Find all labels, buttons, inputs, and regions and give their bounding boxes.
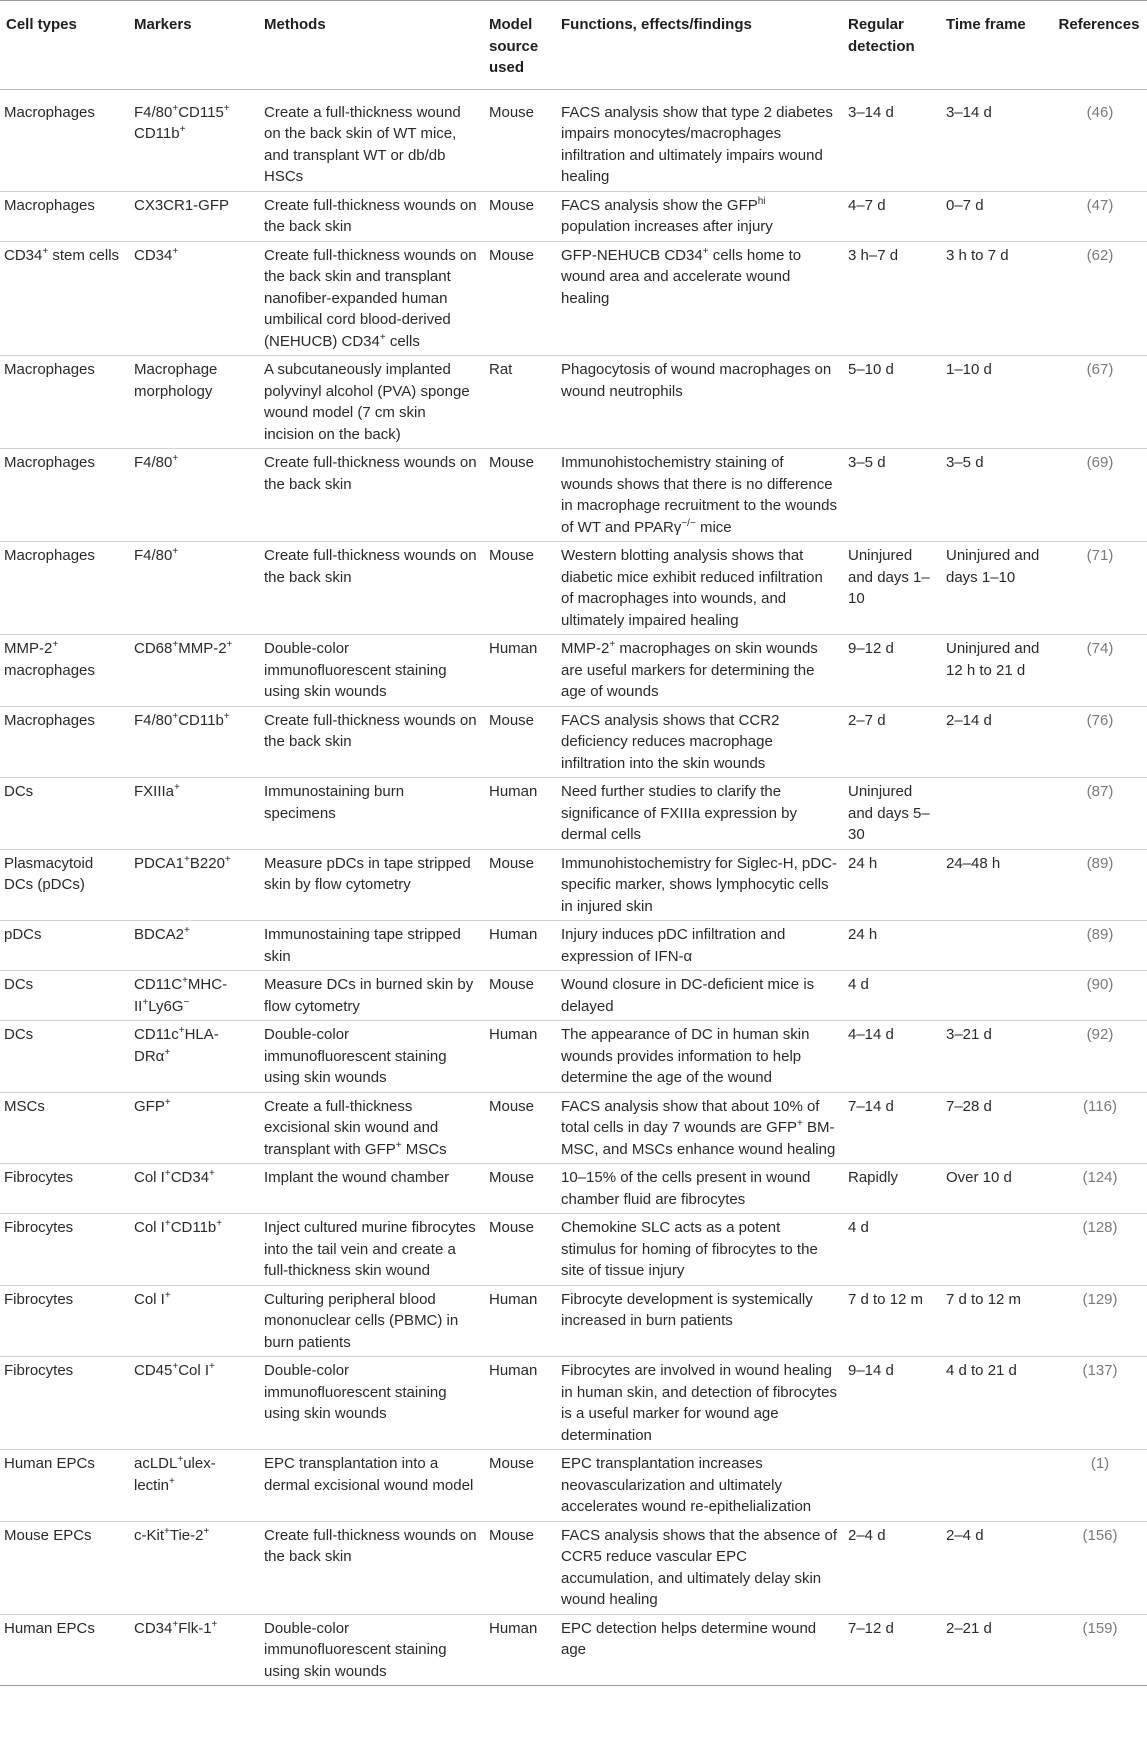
cell-markers: CD45+Col I+	[134, 1361, 215, 1379]
cell-time-frame: 3–14 d	[946, 103, 992, 121]
cell-findings: MMP-2+ macrophages on skin wounds are useful markers for determining the age of wounds	[561, 639, 818, 700]
cell-model-source: Mouse	[489, 1097, 535, 1115]
cell-methods: Create full-thickness wounds on the back skin and transplant nanofiber-expanded human umbilical cord blood-derived (NEHUCB) CD34+ cells	[264, 246, 477, 350]
cell-cell-type: DCs	[4, 976, 34, 993]
cell-time-frame: 3 h to 7 d	[946, 246, 1009, 264]
cell-model-source: Mouse	[489, 246, 535, 264]
cell-cell-type: Fibrocytes	[4, 1362, 74, 1379]
table-row	[0, 971, 1147, 1021]
table-body	[0, 89, 1147, 1686]
cell-regular-detection: 4 d	[848, 976, 869, 993]
cell-time-frame: Over 10 d	[946, 1169, 1012, 1186]
header-regular-detection: Regular detection	[848, 16, 915, 55]
cell-time-frame: 2–4 d	[946, 1526, 984, 1544]
cell-markers: Macrophage morphology	[134, 361, 218, 400]
cell-markers: CD11C+MHC-II+Ly6G−	[134, 975, 228, 1015]
cell-time-frame: 4 d to 21 d	[946, 1362, 1017, 1379]
table-row	[0, 89, 1147, 191]
header-functions: Functions, effects/findings	[561, 16, 752, 33]
cell-findings: EPC detection helps determine wound age	[561, 1619, 817, 1658]
cell-cell-type: MMP-2+ macrophages	[4, 639, 95, 679]
cell-methods: Create full-thickness wounds on the back skin	[264, 547, 477, 586]
cell-reference: (137)	[1082, 1362, 1118, 1379]
cell-reference: (76)	[1086, 711, 1114, 729]
cell-reference: (116)	[1083, 1097, 1117, 1115]
cell-regular-detection: Rapidly	[848, 1169, 899, 1186]
cell-methods: Create full-thickness wounds on the back skin	[264, 196, 477, 235]
cell-findings: Western blotting analysis shows that diabetic mice exhibit reduced infiltration of macrophages into wounds, and ultimately impaired healing	[561, 547, 823, 629]
cell-time-frame: 7–28 d	[946, 1097, 992, 1115]
cell-cell-type: Fibrocytes	[4, 1290, 74, 1308]
cell-findings: FACS analysis show that type 2 diabetes impairs monocytes/macrophages infiltration and ultimately impairs wound healing	[561, 103, 833, 185]
cell-model-source: Human	[489, 1290, 538, 1308]
cell-regular-detection	[842, 1450, 940, 1522]
cell-methods: Double-color immunofluorescent staining using skin wounds	[264, 640, 447, 700]
cell-methods: Culturing peripheral blood mononuclear cells (PBMC) in burn patients	[264, 1290, 459, 1351]
cell-model-source: Mouse	[489, 454, 535, 471]
cell-regular-detection: 7 d to 12 m	[848, 1290, 924, 1308]
cell-markers: CD34+	[134, 245, 179, 264]
cell-model-source: Mouse	[489, 1219, 535, 1236]
cell-cell-type: Macrophages	[4, 103, 95, 121]
table-row	[0, 542, 1147, 635]
cell-markers: F4/80+	[134, 453, 179, 471]
cell-model-source: Mouse	[489, 547, 535, 564]
cell-markers: CD11c+HLA-DRα+	[134, 1025, 219, 1065]
cell-regular-detection: 5–10 d	[848, 361, 894, 378]
cell-methods: Implant the wound chamber	[264, 1169, 450, 1186]
cell-regular-detection: 9–14 d	[848, 1362, 894, 1379]
table-row	[0, 1521, 1147, 1614]
cell-regular-detection: 2–7 d	[848, 711, 886, 729]
cell-findings: Fibrocytes are involved in wound healing in human skin, and detection of fibrocytes is a useful marker for wound age determination	[561, 1362, 837, 1444]
table-row	[0, 1164, 1147, 1214]
cell-time-frame: 0–7 d	[946, 196, 984, 214]
cell-cell-type: CD34+ stem cells	[4, 245, 120, 264]
cell-time-frame: 3–5 d	[946, 454, 984, 471]
cell-model-source: Mouse	[489, 1169, 535, 1186]
cell-methods: Create a full-thickness wound on the back skin of WT mice, and transplant WT or db/db HSCs	[264, 103, 461, 185]
cell-time-frame	[940, 778, 1051, 850]
cell-reference: (1)	[1090, 1455, 1110, 1472]
cell-markers: GFP+	[134, 1096, 171, 1115]
cell-time-frame: 7 d to 12 m	[946, 1290, 1022, 1308]
table-row	[0, 241, 1147, 356]
cell-findings: Injury induces pDC infiltration and expression of IFN-α	[561, 926, 786, 965]
header-time-frame: Time frame	[946, 16, 1026, 33]
cell-methods: Inject cultured murine fibrocytes into the tail vein and create a full-thickness skin wound	[264, 1219, 476, 1279]
cell-time-frame: Uninjured and 12 h to 21 d	[946, 640, 1040, 679]
cell-findings: Chemokine SLC acts as a potent stimulus for homing of fibrocytes to the site of tissue injury	[561, 1219, 818, 1279]
cell-model-source: Human	[489, 783, 538, 800]
cell-model-source: Mouse	[489, 103, 535, 121]
cell-time-frame: 2–14 d	[946, 711, 992, 729]
cell-model-source: Mouse	[489, 976, 535, 993]
cell-time-frame	[940, 921, 1051, 971]
table-row	[0, 1214, 1147, 1286]
cell-findings: Fibrocyte development is systemically increased in burn patients	[561, 1290, 813, 1329]
cell-findings: FACS analysis show the $GFP^{hi}$ population increases after injury	[561, 195, 773, 235]
cell-methods: Double-color immunofluorescent staining using skin wounds	[264, 1362, 447, 1422]
cell-model-source: Human	[489, 1619, 538, 1637]
cell-markers: Col I+	[134, 1289, 171, 1308]
cell-findings: GFP-NEHUCB CD34+ cells home to wound area and accelerate wound healing	[561, 245, 802, 307]
cell-markers: Col I+CD34+	[134, 1168, 215, 1186]
cell-model-source: Mouse	[489, 711, 535, 729]
table-row	[0, 356, 1147, 449]
cell-findings: Immunohistochemistry for Siglec-H, pDC-specific marker, shows lymphocytic cells in injured skin	[561, 854, 837, 915]
cell-markers: FXIIIa+	[134, 782, 180, 800]
cell-methods: Measure pDCs in tape stripped skin by flow cytometry	[264, 854, 471, 893]
cell-methods: Create full-thickness wounds on the back skin	[264, 711, 477, 750]
cell-findings: The appearance of DC in human skin wounds provides information to help determine the age of the wound	[561, 1026, 810, 1086]
cell-time-frame: 3–21 d	[946, 1026, 992, 1043]
cell-reference: (46)	[1086, 103, 1114, 121]
cell-markers: F4/80+	[134, 546, 179, 564]
cell-regular-detection: 4–7 d	[848, 196, 886, 214]
table-row	[0, 849, 1147, 921]
cell-model-source: Mouse	[489, 1526, 535, 1544]
cell-time-frame: 24–48 h	[946, 854, 1001, 872]
cell-model-source: Human	[489, 1026, 538, 1043]
cell-regular-detection: 3–5 d	[848, 454, 886, 471]
cell-methods: Create full-thickness wounds on the back skin	[264, 1526, 477, 1565]
cell-markers: CD34+Flk-1+	[134, 1618, 218, 1637]
cell-regular-detection: Uninjured and days 1–10	[848, 547, 930, 607]
header-references: References	[1058, 16, 1140, 33]
cell-regular-detection: 4–14 d	[848, 1026, 894, 1043]
cell-findings: 10–15% of the cells present in wound chamber fluid are fibrocytes	[561, 1169, 811, 1208]
table-row	[0, 1285, 1147, 1357]
table-row	[0, 1021, 1147, 1093]
cell-regular-detection: 2–4 d	[848, 1526, 886, 1544]
table-row	[0, 1450, 1147, 1522]
table-row	[0, 706, 1147, 778]
cell-findings: FACS analysis show that about 10% of total cells in day 7 wounds are GFP+ BM-MSC, and MSCs enhance wound healing	[561, 1097, 836, 1158]
cell-findings: FACS analysis shows that CCR2 deficiency reduces macrophage infiltration into the skin wounds	[561, 711, 780, 772]
table-row	[0, 778, 1147, 850]
cell-findings: Phagocytosis of wound macrophages on wound neutrophils	[561, 361, 832, 400]
cell-model-source: Mouse	[489, 196, 535, 214]
cell-markers: CD68+MMP-2+	[134, 639, 233, 657]
cell-reference: (62)	[1086, 246, 1114, 264]
cell-methods: Measure DCs in burned skin by flow cytometry	[264, 976, 474, 1015]
cell-cell-type: Fibrocytes	[4, 1219, 74, 1236]
cell-findings: Immunohistochemistry staining of wounds shows that there is no difference in macrophage recruitment to the wounds of WT and PPARγ−/− mice	[561, 454, 837, 536]
cell-reference: (159)	[1082, 1619, 1118, 1637]
cell-time-frame	[940, 971, 1051, 1021]
cell-markers: F4/80+CD11b+	[134, 710, 230, 729]
cell-regular-detection: Uninjured and days 5–30	[848, 783, 930, 843]
cell-markers: PDCA1+B220+	[134, 853, 231, 872]
cell-reference: (87)	[1086, 783, 1114, 800]
cell-cell-type: Mouse EPCs	[4, 1526, 92, 1544]
cell-regular-detection: 24 h	[848, 926, 878, 943]
cell-regular-detection: 3 h–7 d	[848, 246, 899, 264]
cell-time-frame	[940, 1214, 1051, 1286]
cell-model-source: Human	[489, 926, 538, 943]
cell-methods: Double-color immunofluorescent staining using skin wounds	[264, 1026, 447, 1086]
cell-findings: EPC transplantation increases neovascularization and ultimately accelerates wound re-epithelialization	[561, 1455, 812, 1515]
cell-markers: Col I+CD11b+	[134, 1218, 223, 1236]
cell-cell-type: Macrophages	[4, 361, 95, 378]
cell-cell-type: Fibrocytes	[4, 1169, 74, 1186]
cell-reference: (124)	[1082, 1169, 1118, 1186]
header-row	[0, 1, 1147, 90]
cell-cell-type: Macrophages	[4, 454, 95, 471]
cell-cell-type: pDCs	[4, 926, 42, 943]
cell-markers: acLDL+ulex-lectin+	[134, 1454, 216, 1494]
cell-reference: (47)	[1086, 196, 1114, 214]
cell-model-source: Human	[489, 1362, 538, 1379]
cell-reference: (69)	[1086, 454, 1114, 471]
cell-cell-type: Human EPCs	[4, 1455, 95, 1472]
cell-model-source: Human	[489, 640, 538, 657]
cell-regular-detection: 7–12 d	[848, 1619, 894, 1637]
cell-time-frame	[940, 1450, 1051, 1522]
cell-findings: FACS analysis shows that the absence of CCR5 reduce vascular EPC accumulation, and ultimately delay skin wound healing	[561, 1526, 837, 1608]
cell-reference: (90)	[1086, 976, 1114, 993]
cell-regular-detection: 4 d	[848, 1219, 869, 1236]
cell-regular-detection: 7–14 d	[848, 1097, 894, 1115]
cell-cell-type: MSCs	[4, 1097, 45, 1115]
cell-cell-type: Macrophages	[4, 711, 95, 729]
cell-model-source: Mouse	[489, 854, 535, 872]
cell-markers: F4/80+CD115+ CD11b+	[134, 102, 230, 142]
cell-methods: Create a full-thickness excisional skin wound and transplant with GFP+ MSCs	[264, 1097, 447, 1158]
cell-methods: Immunostaining tape stripped skin	[264, 926, 461, 965]
cell-reference: (67)	[1086, 361, 1114, 378]
cell-reference: (89)	[1086, 854, 1114, 872]
table-row	[0, 191, 1147, 241]
cell-findings: Need further studies to clarify the significance of FXIIIa expression by dermal cells	[561, 783, 797, 843]
cell-cell-type: Macrophages	[4, 196, 95, 214]
cell-markers: BDCA2+	[134, 925, 190, 943]
table-row	[0, 1357, 1147, 1450]
cell-regular-detection: 9–12 d	[848, 640, 894, 657]
cell-model-source: Mouse	[489, 1455, 535, 1472]
cell-model-source: Rat	[489, 361, 513, 378]
cell-reference: (128)	[1082, 1219, 1118, 1236]
cell-reference: (156)	[1082, 1526, 1118, 1544]
cell-reference: (89)	[1086, 926, 1114, 943]
cell-markers: CX3CR1-GFP	[134, 196, 230, 214]
table-row	[0, 635, 1147, 707]
cell-cell-type: Plasmacytoid DCs (pDCs)	[4, 854, 94, 893]
cell-markers: c-Kit+Tie-2+	[134, 1525, 210, 1544]
cell-reference: (74)	[1086, 640, 1114, 657]
cell-cell-type: Macrophages	[4, 547, 95, 564]
table-header	[0, 1, 1147, 90]
table-row	[0, 1092, 1147, 1164]
cell-methods: Immunostaining burn specimens	[264, 783, 405, 822]
cell-regular-detection: 24 h	[848, 854, 878, 872]
header-cell-types: Cell types	[6, 16, 77, 33]
cell-regular-detection: 3–14 d	[848, 103, 894, 121]
table-row	[0, 449, 1147, 542]
cell-findings: Wound closure in DC-deficient mice is delayed	[561, 976, 815, 1015]
cell-time-frame: 2–21 d	[946, 1619, 992, 1637]
cell-methods: A subcutaneously implanted polyvinyl alcohol (PVA) sponge wound model (7 cm skin incision on the back)	[264, 361, 470, 443]
cell-cell-type: DCs	[4, 1026, 34, 1043]
cell-cell-type: DCs	[4, 783, 34, 800]
cell-methods: Double-color immunofluorescent staining using skin wounds	[264, 1619, 447, 1680]
header-markers: Markers	[134, 16, 192, 33]
cell-time-frame: 1–10 d	[946, 361, 992, 378]
cell-reference: (129)	[1082, 1290, 1118, 1308]
cell-methods: EPC transplantation into a dermal excisional wound model	[264, 1455, 474, 1494]
cell-cell-type: Human EPCs	[4, 1619, 95, 1637]
table-row	[0, 921, 1147, 971]
header-methods: Methods	[264, 16, 326, 33]
header-model-source: Model source used	[489, 16, 539, 76]
table-row	[0, 1614, 1147, 1686]
cell-reference: (92)	[1086, 1026, 1114, 1043]
cell-methods: Create full-thickness wounds on the back skin	[264, 454, 477, 493]
cell-reference: (71)	[1086, 547, 1114, 564]
cell-time-frame: Uninjured and days 1–10	[946, 547, 1040, 586]
